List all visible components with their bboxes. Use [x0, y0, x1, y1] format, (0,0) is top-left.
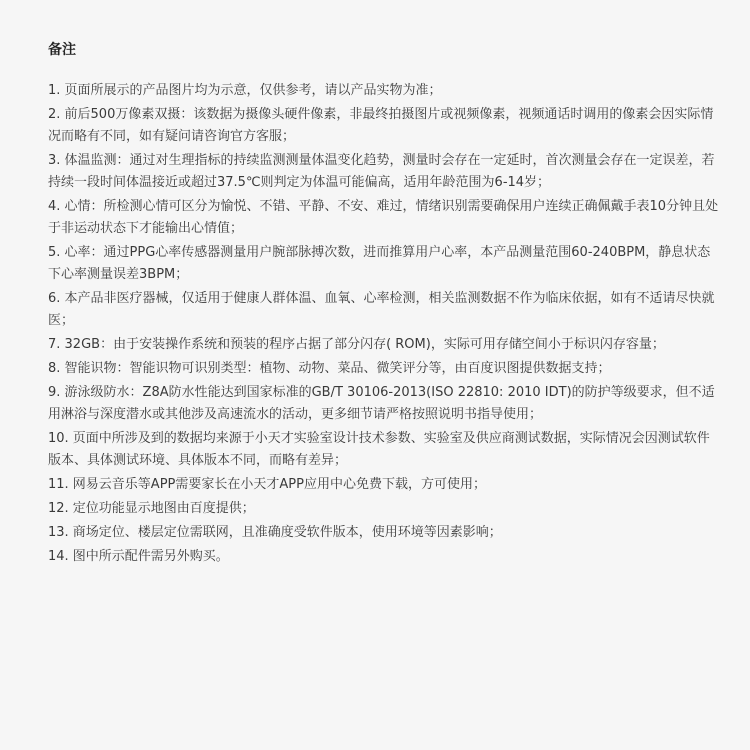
note-item-1: 1. 页面所展示的产品图片均为示意，仅供参考，请以产品实物为准；	[48, 83, 442, 98]
note-item-10: 10. 页面中所涉及到的数据均来源于小天才实验室设计技术参数、实验室及供应商测试数据，实际情况会因测试软件版本、具体测试环境、具体版本不同，而略有差异；	[48, 431, 710, 468]
page-title: 备注	[48, 42, 76, 58]
note-item-2: 2. 前后500万像素双摄：该数据为摄像头硬件像素，非最终拍摄图片或视频像素，视频通话时调用的像素会因实际情况而略有不同，如有疑问请咨询官方客服；	[48, 107, 714, 144]
note-item-9: 9. 游泳级防水：Z8A防水性能达到国家标准的GB/T 30106-2013(ISO 22810: 2010 IDT)的防护等级要求，但不适用淋浴与深度潜水或其他涉及高速流水的活动，更多细节请严格按照说明书指导使用；	[48, 385, 715, 422]
note-item-14: 14. 图中所示配件需另外购买。	[48, 549, 229, 564]
note-item-4: 4. 心情：所检测心情可区分为愉悦、不错、平静、不安、难过，情绪识别需要确保用户连续正确佩戴手表10分钟且处于非运动状态下才能输出心情值；	[48, 199, 719, 236]
note-item-12: 12. 定位功能显示地图由百度提供；	[48, 501, 255, 516]
note-item-3: 3. 体温监测：通过对生理指标的持续监测测量体温变化趋势，测量时会存在一定延时，首次测量会存在一定误差，若持续一段时间体温接近或超过37.5℃则判定为体温可能偏高，适用年龄范围为6-14岁；	[48, 153, 715, 190]
note-item-11: 11. 网易云音乐等APP需要家长在小天才APP应用中心免费下载，方可使用；	[48, 477, 486, 492]
note-item-8: 8. 智能识物：智能识物可识别类型：植物、动物、菜品、微笑评分等，由百度识图提供数据支持；	[48, 361, 611, 376]
notes-list	[48, 80, 722, 568]
note-item-6: 6. 本产品非医疗器械，仅适用于健康人群体温、血氧、心率检测，相关监测数据不作为临床依据，如有不适请尽快就医；	[48, 291, 715, 328]
note-item-5: 5. 心率：通过PPG心率传感器测量用户腕部脉搏次数，进而推算用户心率，本产品测量范围60-240BPM，静息状态下心率测量误差3BPM；	[48, 245, 711, 282]
note-item-7: 7. 32GB：由于安装操作系统和预装的程序占据了部分闪存( ROM)，实际可用存储空间小于标识闪存容量；	[48, 337, 665, 352]
note-item-13: 13. 商场定位、楼层定位需联网，且准确度受软件版本，使用环境等因素影响；	[48, 525, 502, 540]
